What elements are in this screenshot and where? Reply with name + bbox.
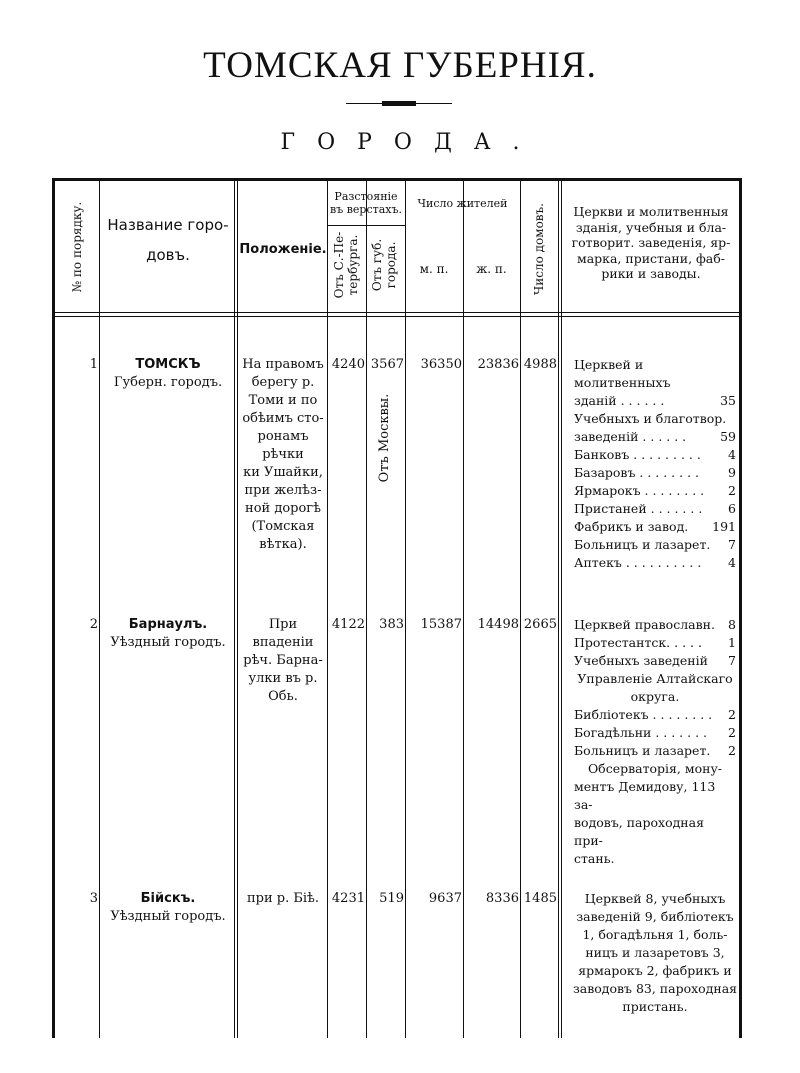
title-ornament [346,101,452,107]
distance-gub: 3567 [370,357,404,372]
male-count: 36350 [420,357,462,372]
header-number: № по порядку. [70,201,84,293]
header-from-spb: Отъ С.-Пе- тербурга. [332,231,360,299]
header-male: м. п. [419,262,449,276]
male-count: 9637 [428,891,462,906]
header-from-gub: Отъ губ. города. [370,238,398,292]
female-count: 14498 [477,617,519,632]
header-name: Название горо- довъ. [107,216,229,264]
distance-gub: 383 [379,617,404,632]
col-rule [520,178,521,1038]
city-name: ТОМСКЪ Губерн. городъ. [113,357,223,390]
col-rule [558,178,562,1038]
header-residents: Число жителей [417,197,508,210]
col-rule [327,178,328,1038]
from-moscow-note: Отъ Москвы. [377,393,392,483]
col-rule [366,178,367,1038]
header-rule [54,312,740,313]
house-count: 4988 [523,357,557,372]
row-number: 1 [89,357,98,372]
institutions-list: Церквей 8, учебныхъ заведеній 9, библіотекъ 1, богадѣльня 1, боль- ницъ и лазаретовъ 3, ярмарокъ 2, фабрикъ и заводовъ 83, пароходная пристань. [572,891,738,1014]
header-houses: Число домовъ. [532,202,546,296]
city-name: Бійскъ. Уѣздный городъ. [110,891,226,924]
section-subtitle: ГОРОДА. [280,130,542,155]
header-rule [54,316,740,317]
city-name: Барнаулъ. Уѣздный городъ. [110,617,226,650]
male-count: 15387 [420,617,462,632]
col-rule [234,178,238,1038]
page-title: ТОМСКАЯ ГУБЕРНІЯ. [203,45,597,86]
header-distance: Разстояніе въ верстахъ. [330,190,402,216]
female-count: 23836 [477,357,519,372]
distance-spb: 4240 [331,357,365,372]
distance-gub: 519 [379,891,404,906]
city-position: На правомъ берегу р. Томи и по обѣимъ сто- ронамъ рѣчки ки Ушайки, при желѣз- ной дорогѣ (Томская вѣтка). [242,357,324,552]
institutions-list: Церквей и молитвенныхъ зданій . . . . . . 35 Учебныхъ и благотвор. заведеній . . . . . . 59 Банковъ . . . . . . . . . 4 Базаровъ . . . . . . . . 9 Ярмарокъ . . . . . . . . 2 Пристаней . . . . . . . 6 Фабрикъ и завод. 191 Больницъ и лазарет. 7 Аптекъ . . . . . . . . . . 4 [574,357,736,570]
city-position: При впаденіи рѣч. Барна- улки въ р. Обь. [243,617,323,704]
col-rule [463,178,464,1038]
row-number: 3 [89,891,98,906]
header-position: Положеніе. [239,242,327,257]
col-rule [405,178,406,1038]
female-count: 8336 [485,891,519,906]
distance-spb: 4231 [331,891,365,906]
house-count: 2665 [523,617,557,632]
row-number: 2 [89,617,98,632]
col-rule [99,178,100,1038]
institutions-list: Церквей православн. 8 Протестантск. . . . . 1 Учебныхъ заведеній 7 Управленіе Алтайскаго округа. Библіотекъ . . . . . . . . 2 Богадѣльни . . . . . . . 2 Больницъ и лазарет. 2 Обсерваторія, мону- ментъ Демидову, 113 за- водовъ, пароходная при- стань. [574,617,736,866]
house-count: 1485 [523,891,557,906]
header-churches: Церкви и молитвенныя зданія, учебныя и бла- готворит. заведенія, яр- марка, пристани, фаб- рики и заводы. [571,204,731,281]
header-female: ж. п. [476,262,507,276]
city-position: при р. Біѣ. [246,891,320,906]
distance-spb: 4122 [331,617,365,632]
